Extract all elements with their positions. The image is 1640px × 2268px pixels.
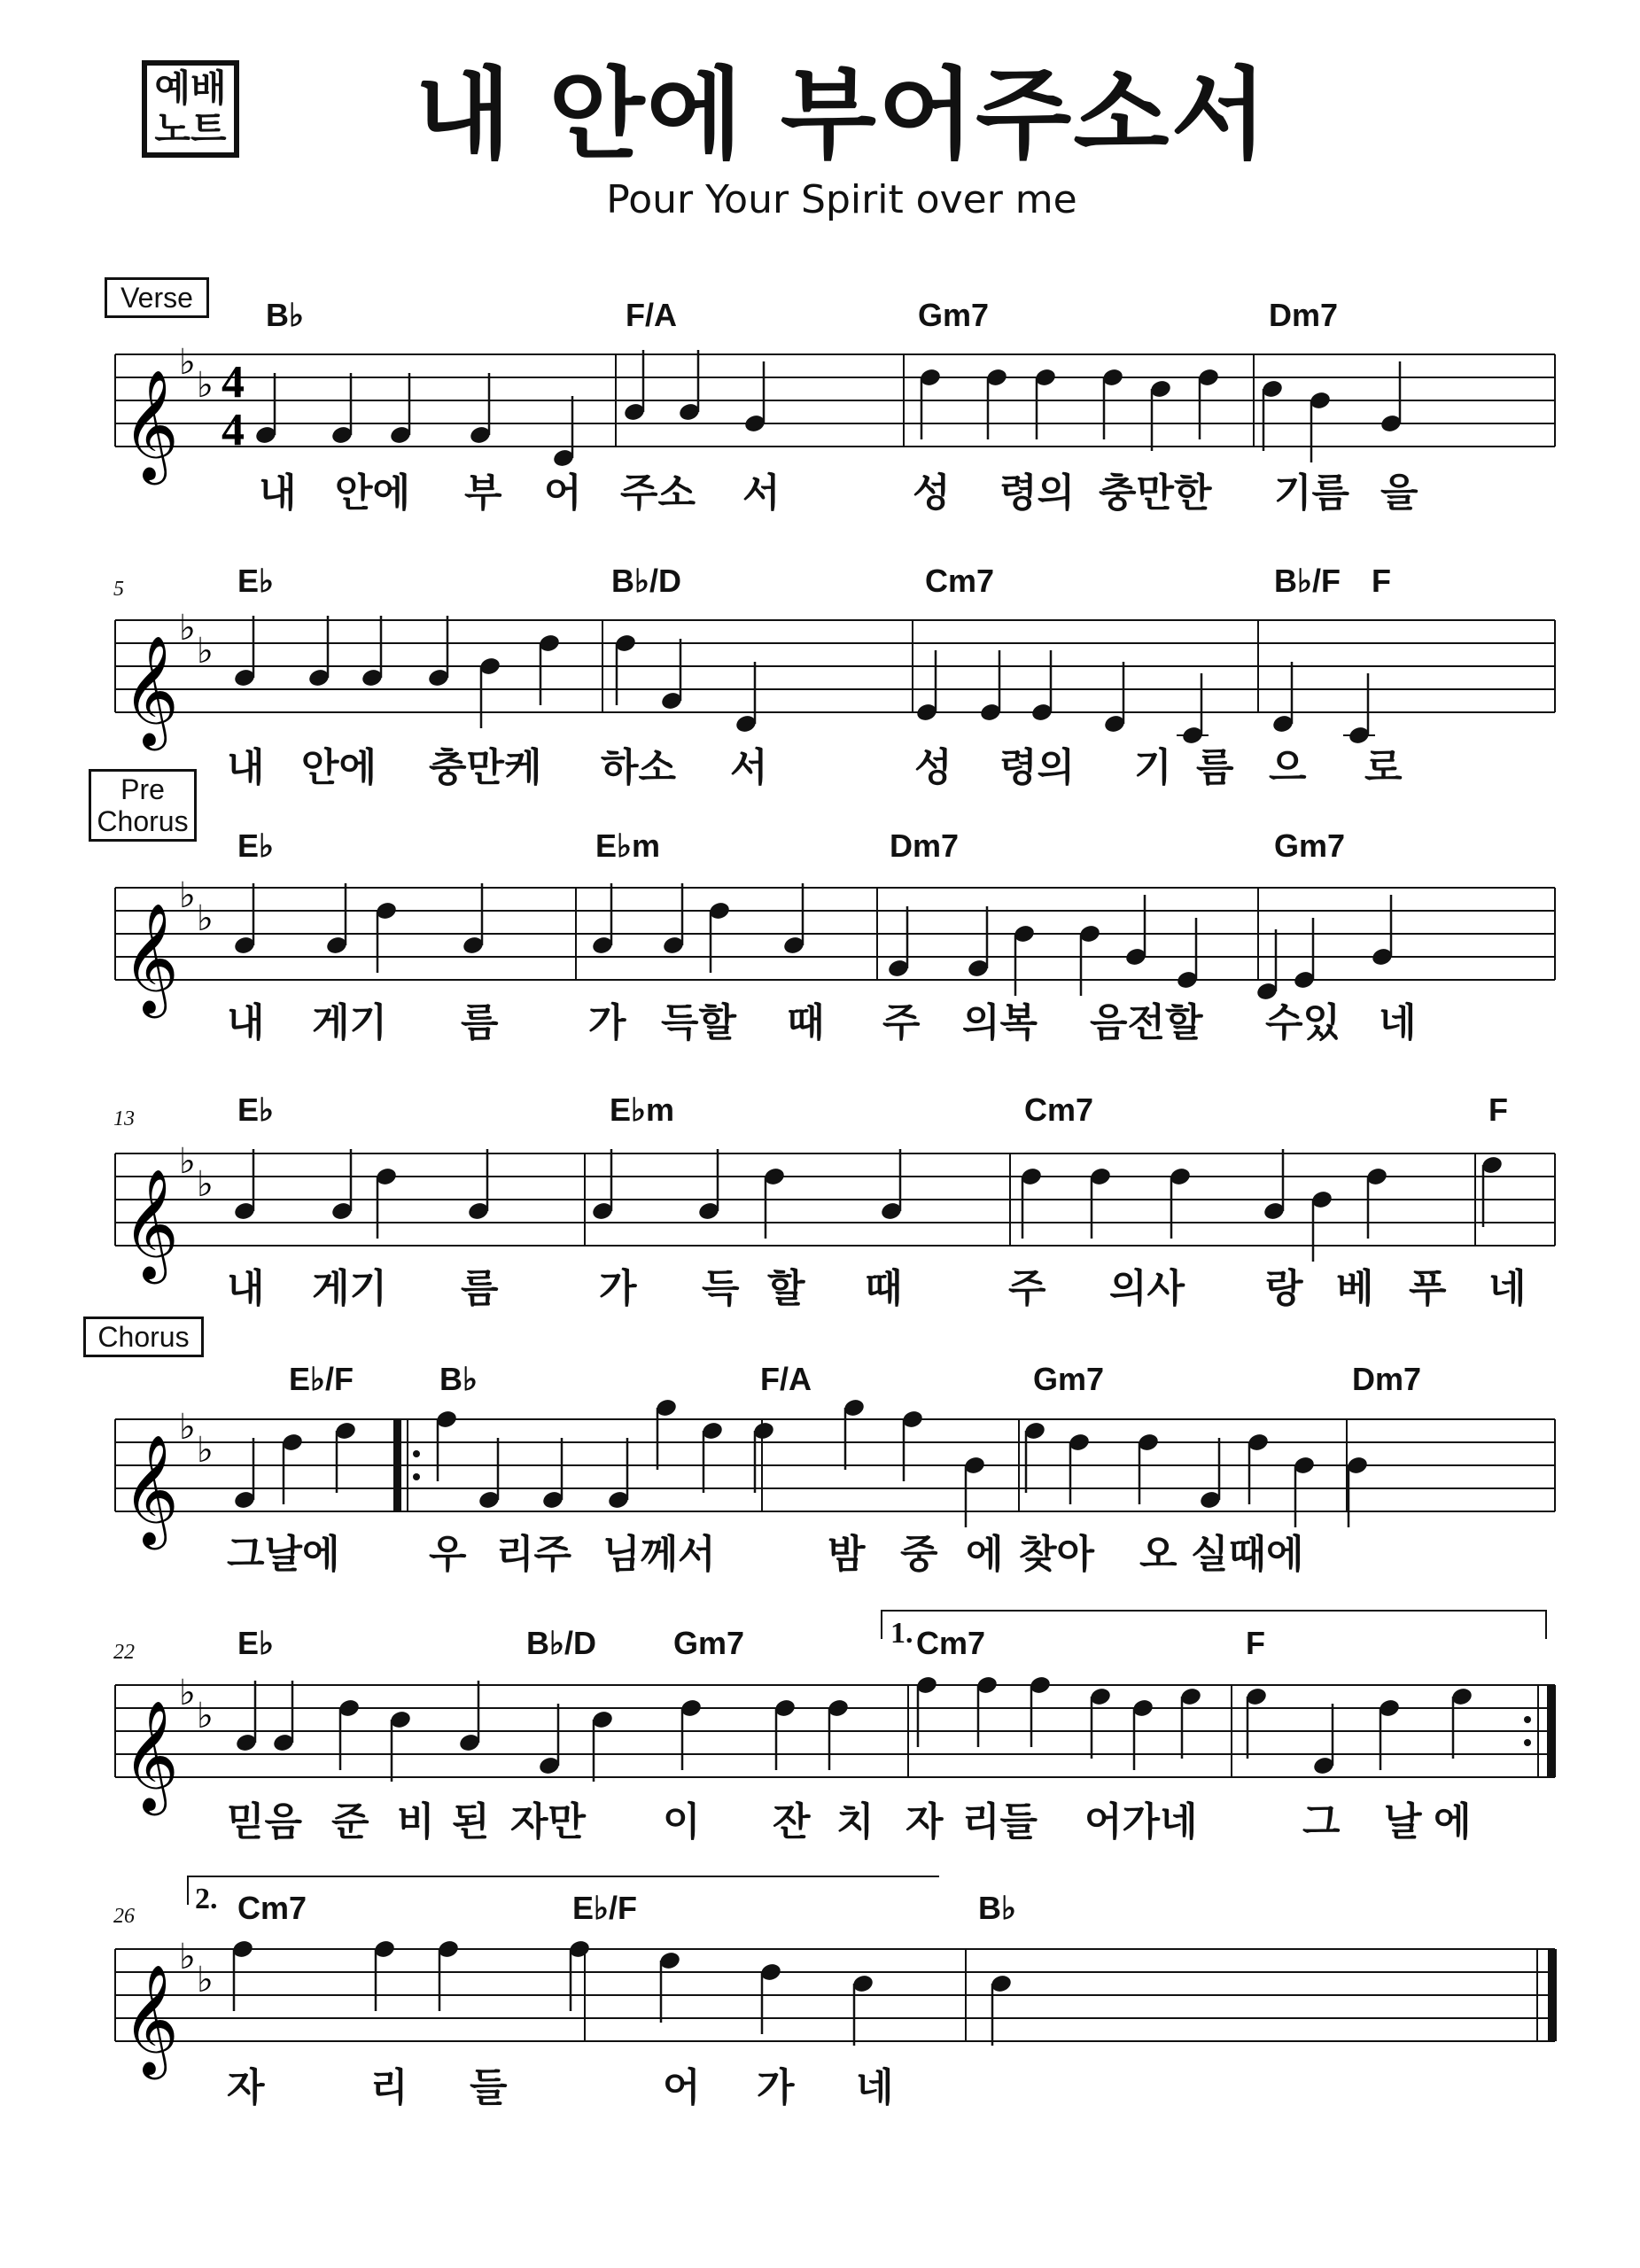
lyric-syllable: 주 [1008,1266,1046,1311]
lyric-syllable: 내 [227,1266,265,1311]
section-label-chorus: Chorus [83,1317,204,1357]
key-flat-icon: ♭ [179,1937,196,1977]
chord-symbol: E♭/F [289,1361,354,1397]
lyric-syllable: 부 [464,470,502,516]
key-flat-icon: ♭ [179,1673,196,1713]
key-flat-icon: ♭ [179,875,196,916]
lyric-syllable: 님께서 [602,1532,716,1577]
lyric-syllable: 령의 [999,745,1076,790]
lyric-syllable: 중 [900,1532,938,1577]
lyric-syllable: 어 [544,470,582,516]
lyric-syllable: 내 [259,470,297,516]
key-flat-icon: ♭ [197,365,214,406]
lyric-syllable: 리 [370,2065,408,2110]
lyric-syllable: 네 [1488,1266,1527,1311]
chord-symbol: B♭/D [611,563,681,599]
lyric-syllable: 서 [730,745,768,790]
chord-symbol: Dm7 [1352,1361,1422,1397]
lyric-syllable: 어 [663,2065,701,2110]
lyric-syllable: 잔 [773,1799,811,1845]
section-label-prechorus-line2: Chorus [97,805,189,837]
chord-symbol: Cm7 [916,1625,986,1661]
lyric-syllable: 름 [461,1266,499,1311]
time-signature-top: 4 [222,357,245,408]
lyric-syllable: 그 [1302,1799,1341,1845]
measure-number: 5 [113,578,124,601]
lyric-syllable: 베 [1336,1266,1374,1311]
volta-1-bracket [882,1611,1546,1639]
lyric-syllable: 그날에 [227,1532,340,1577]
lyric-syllable: 로 [1364,745,1403,790]
lyric-syllable: 내 [227,1000,265,1045]
lyric-syllable: 기름 [1274,470,1350,516]
repeat-dot [413,1473,420,1480]
lyric-syllable: 내 [227,745,265,790]
volta-1-label: 1. [890,1617,913,1650]
lyric-syllable: 리주 [496,1532,572,1577]
chord-symbol: E♭ [237,563,274,599]
lyric-syllable: 오 [1139,1532,1178,1577]
volta-2-bracket [188,1876,939,1905]
lyric-syllable: 음전할 [1090,1000,1203,1045]
lyric-syllable: 득 [702,1266,740,1311]
chord-symbol: Gm7 [918,297,990,333]
lyric-syllable: 서 [742,470,781,516]
section-label-verse: Verse [105,277,209,318]
chord-symbol: E♭m [610,1091,675,1128]
lyric-syllable: 가 [588,1000,626,1045]
lyric-syllable: 된 [452,1799,490,1845]
lyric-syllable: 수있 [1265,1000,1341,1045]
lyric-syllable: 때 [787,1000,825,1045]
lyric-syllable: 실때에 [1191,1532,1304,1577]
chord-symbol: Cm7 [925,563,995,599]
repeat-dot [1524,1739,1531,1746]
lyric-syllable: 이 [663,1799,701,1845]
chord-symbol: B♭/D [526,1625,596,1661]
repeat-end-barline [1547,1685,1555,1777]
chord-symbol: B♭ [978,1890,1016,1926]
lyric-syllable: 날 [1384,1799,1422,1845]
lyric-syllable: 름 [1196,745,1234,790]
chord-symbol: F [1246,1625,1265,1661]
key-flat-icon: ♭ [197,1164,214,1205]
key-flat-icon: ♭ [179,1141,196,1182]
lyric-syllable: 믿음 [227,1799,303,1845]
treble-clef-icon: 𝄞 [122,635,179,746]
volta-2-label: 2. [195,1883,218,1915]
lyric-syllable: 랑 [1265,1266,1303,1311]
chord-symbol: Cm7 [1024,1091,1094,1128]
key-flat-icon: ♭ [179,342,196,383]
treble-clef-icon: 𝄞 [122,1169,179,1279]
treble-clef-icon: 𝄞 [122,903,179,1014]
chord-symbol: Dm7 [890,827,960,864]
repeat-start-barline [393,1419,401,1511]
chord-symbol: Cm7 [237,1890,307,1926]
chord-symbol: E♭ [237,827,274,864]
key-flat-icon: ♭ [197,1696,214,1736]
chord-symbol: B♭ [439,1361,478,1397]
lyric-syllable: 주소 [620,470,696,516]
chord-symbol: F [1372,563,1391,599]
lyric-syllable: 에 [1434,1799,1472,1845]
time-signature-bottom: 4 [222,405,245,455]
lyric-syllable: 안에 [335,470,411,516]
chord-symbol: B♭/F [1274,563,1341,599]
lyric-syllable: 가 [599,1266,637,1311]
logo-line1: 예배 [154,66,227,110]
treble-clef-icon: 𝄞 [122,1964,179,2075]
lyric-syllable: 충만케 [429,745,542,790]
lyric-syllable: 자 [227,2065,265,2110]
lyric-syllable: 가 [757,2065,795,2110]
chord-symbol: F [1488,1091,1508,1128]
lyric-syllable: 치 [836,1799,874,1845]
lyric-syllable: 게기 [312,1266,388,1311]
chord-symbol: E♭/F [572,1890,637,1926]
lyric-syllable: 자 [905,1799,944,1845]
lyric-syllable: 름 [461,1000,499,1045]
measure-number: 22 [113,1641,135,1664]
page-title: 내 안에 부어주소서 [415,58,1269,173]
chord-symbol: Gm7 [1033,1361,1105,1397]
lyric-syllable: 으 [1269,745,1307,790]
lyric-syllable: 에 [966,1532,1004,1577]
lyric-syllable: 기 [1134,745,1172,790]
chord-symbol: Gm7 [673,1625,745,1661]
lyric-syllable: 어가네 [1084,1799,1198,1845]
treble-clef-icon: 𝄞 [122,1434,179,1545]
final-barline [1548,1949,1557,2041]
lyric-syllable: 비 [397,1799,435,1845]
repeat-dot [1524,1716,1531,1723]
lyric-syllable: 의사 [1109,1266,1185,1311]
chord-symbol: Gm7 [1274,827,1346,864]
lyric-syllable: 자만 [510,1799,587,1845]
lyric-syllable: 준 [331,1799,369,1845]
chord-symbol: E♭ [237,1091,274,1128]
lyric-syllable: 령의 [999,470,1076,516]
lyric-syllable: 충만한 [1099,470,1212,516]
lyric-syllable: 성 [913,470,951,516]
measure-number: 26 [113,1905,135,1928]
lyric-syllable: 주 [882,1000,921,1045]
key-flat-icon: ♭ [179,608,196,649]
measure-number: 13 [113,1107,135,1130]
lyric-syllable: 들 [470,2065,508,2110]
key-flat-icon: ♭ [197,1960,214,2000]
key-flat-icon: ♭ [197,1430,214,1471]
lyric-syllable: 성 [914,745,952,790]
chord-symbol: B♭ [266,297,304,333]
chord-symbol: Dm7 [1269,297,1339,333]
lyric-syllable: 때 [865,1266,903,1311]
chord-symbol: F/A [626,297,677,333]
repeat-dot [413,1450,420,1457]
logo-line2: 노트 [154,107,227,151]
chord-symbol: E♭ [237,1625,274,1661]
lyric-syllable: 할 [767,1266,805,1311]
key-flat-icon: ♭ [197,898,214,939]
lyric-syllable: 리들 [962,1799,1038,1845]
lyric-syllable: 게기 [312,1000,388,1045]
lyric-syllable: 을 [1380,470,1418,516]
chord-symbol: F/A [760,1361,812,1397]
chord-symbol: E♭m [595,827,661,864]
lyric-syllable: 네 [1379,1000,1417,1045]
section-label-prechorus-line1: Pre [120,773,165,805]
page-subtitle: Pour Your Spirit over me [606,177,1077,222]
lyric-syllable: 의복 [962,1000,1038,1045]
lyric-syllable: 득할 [661,1000,737,1045]
lyric-syllable: 안에 [301,745,377,790]
lyric-syllable: 하소 [601,745,677,790]
lyric-syllable: 네 [856,2065,894,2110]
treble-clef-icon: 𝄞 [122,369,179,480]
lyric-syllable: 밤 [828,1532,866,1577]
treble-clef-icon: 𝄞 [122,1700,179,1811]
key-flat-icon: ♭ [179,1407,196,1448]
key-flat-icon: ♭ [197,631,214,672]
lyric-syllable: 푸 [1409,1266,1447,1311]
lyric-syllable: 찾아 [1019,1532,1095,1577]
lyric-syllable: 우 [429,1532,467,1577]
